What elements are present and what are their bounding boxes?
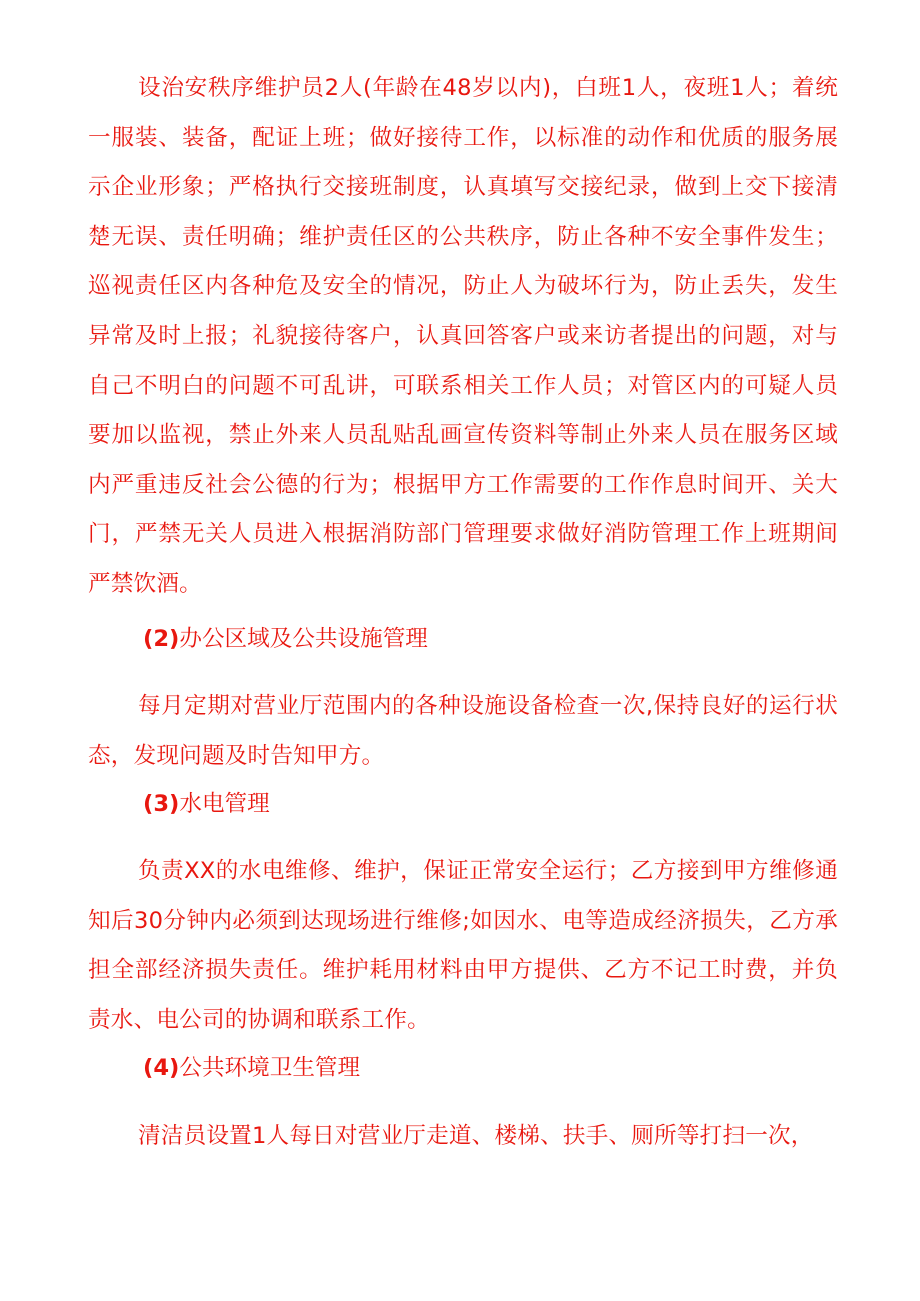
heading-text: 公共环境卫生管理 <box>179 1055 361 1081</box>
heading-number: (4) <box>143 1055 180 1081</box>
heading-office-facilities <box>143 615 428 665</box>
heading-number: (2) <box>143 626 180 652</box>
heading-sanitation <box>143 1044 360 1094</box>
heading-number: (3) <box>143 791 180 817</box>
heading-text: 办公区域及公共设施管理 <box>179 626 428 652</box>
paragraph-cleaning: 清洁员设置1人每日对营业厅走道、楼梯、扶手、厕所等打扫一次， <box>138 1123 814 1149</box>
paragraph-security-staff: 设治安秩序维护员2人(年龄在48岁以内)，白班1人，夜班1人；着统一服装、装备，配证上班；做好接待工作，以标准的动作和优质的服务展示企业形象；严格执行交接班制度，认真填写交接纪录，做到上交下接清楚无误、责任明确；维护责任区的公共秩序，防止各种不安全事件发生；巡视责任区内各种危及安全的情况，防止人为破坏行为，防止丢失，发生异常及时上报；礼貌接待客户，认真回答客户或来访者提出的问题，对与自己不明白的问题不可乱讲，可联系相关工作人员；对管区内的可疑人员要加以监视，禁止外来人员乱贴乱画宣传资料等制止外来人员在服务区域内严重违反社会公德的行为；根据甲方工作需要的工作作息时间开、关大门，严禁无关人员进入根据消防部门管理要求做好消防管理工作上班期间严禁饮酒。 <box>88 75 838 597</box>
paragraph-water-power: 负责XX的水电维修、维护，保证正常安全运行；乙方接到甲方维修通知后30分钟内必须到达现场进行维修;如因水、电等造成经济损失，乙方承担全部经济损失责任。维护耗用材料由甲方提供、乙方不记工时费，并负责水、电公司的协调和联系工作。 <box>88 858 838 1033</box>
heading-text: 水电管理 <box>179 791 270 817</box>
heading-water-power <box>143 780 270 830</box>
paragraph-facilities: 每月定期对营业厅范围内的各种设施设备检查一次,保持良好的运行状态，发现问题及时告知甲方。 <box>88 693 838 769</box>
